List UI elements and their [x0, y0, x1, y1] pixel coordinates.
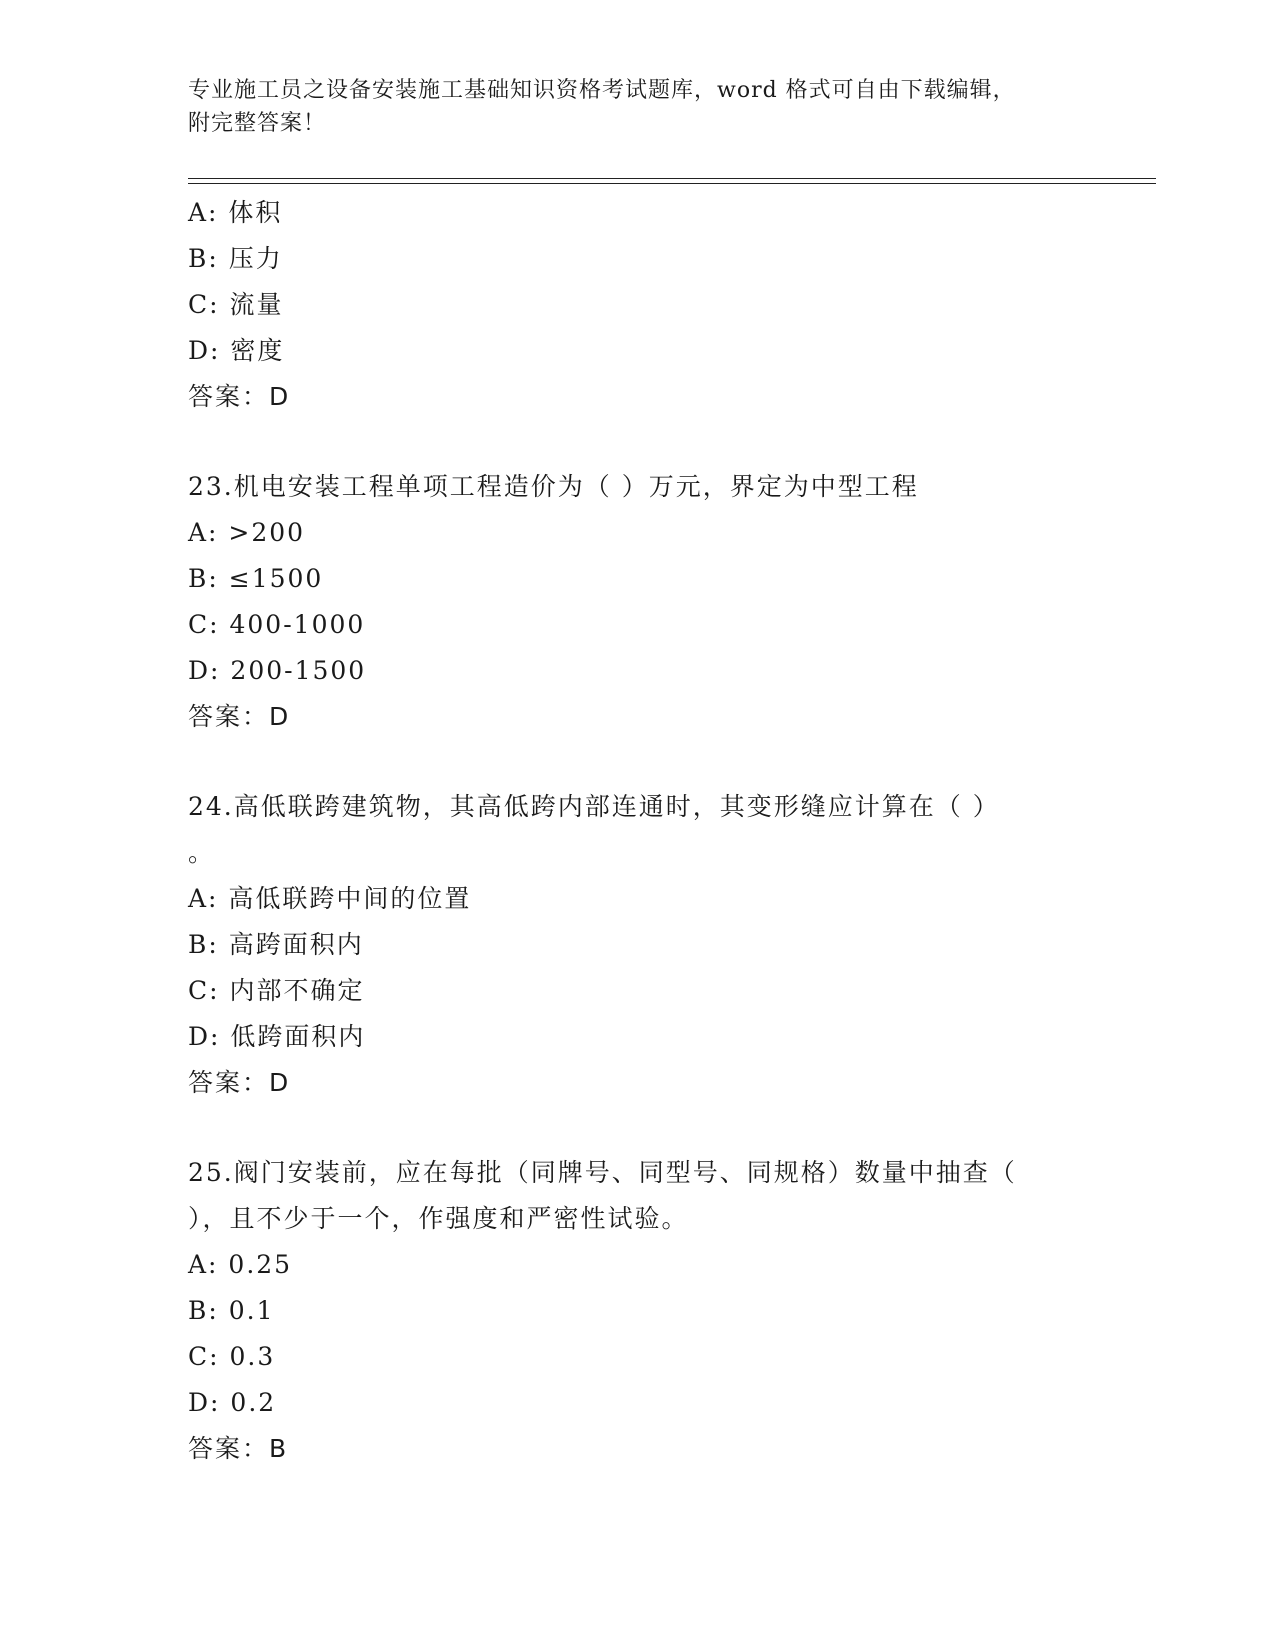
answer: 答案：D [188, 382, 291, 411]
option-d: D: 密度 [188, 336, 285, 365]
option-b: B: 压力 [188, 244, 283, 273]
option-b: B: ≤1500 [188, 564, 324, 593]
question-23 [188, 464, 1088, 740]
option-a: A: 0.25 [188, 1250, 293, 1279]
question-text: 25.阀门安装前，应在每批（同牌号、同型号、同规格）数量中抽查（ [188, 1158, 1017, 1187]
answer: 答案：D [188, 702, 291, 731]
question-text: 23.机电安装工程单项工程造价为（ ）万元，界定为中型工程 [188, 472, 919, 501]
option-b: B: 0.1 [188, 1296, 275, 1325]
option-c: C: 内部不确定 [188, 976, 365, 1005]
option-d: D: 200-1500 [188, 656, 367, 685]
answer: 答案：D [188, 1068, 291, 1097]
option-c: C: 0.3 [188, 1342, 276, 1371]
option-a: A: 体积 [188, 198, 283, 227]
option-a: A: >200 [188, 518, 306, 547]
question-text: 24.高低联跨建筑物，其高低跨内部连通时，其变形缝应计算在（ ） [188, 792, 1000, 821]
question-25 [188, 1150, 1088, 1472]
question-22-partial [188, 190, 1088, 420]
header-line-1: 专业施工员之设备安装施工基础知识资格考试题库，word 格式可自由下载编辑， [188, 78, 1016, 103]
option-b: B: 高跨面积内 [188, 930, 364, 959]
question-text-continued: 。 [188, 838, 216, 867]
option-a: A: 高低联跨中间的位置 [188, 884, 472, 913]
question-text-continued: ），且不少于一个，作强度和严密性试验。 [188, 1204, 689, 1233]
header-rule-bottom [188, 183, 1156, 184]
document-header [188, 74, 1068, 140]
option-d: D: 低跨面积内 [188, 1022, 366, 1051]
answer: 答案：B [188, 1434, 289, 1463]
header-rule-top [188, 178, 1156, 179]
question-24 [188, 784, 1088, 1106]
option-c: C: 流量 [188, 290, 284, 319]
question-list [188, 190, 1088, 1472]
option-d: D: 0.2 [188, 1388, 277, 1417]
header-line-2: 附完整答案！ [188, 111, 327, 136]
option-c: C: 400-1000 [188, 610, 366, 639]
